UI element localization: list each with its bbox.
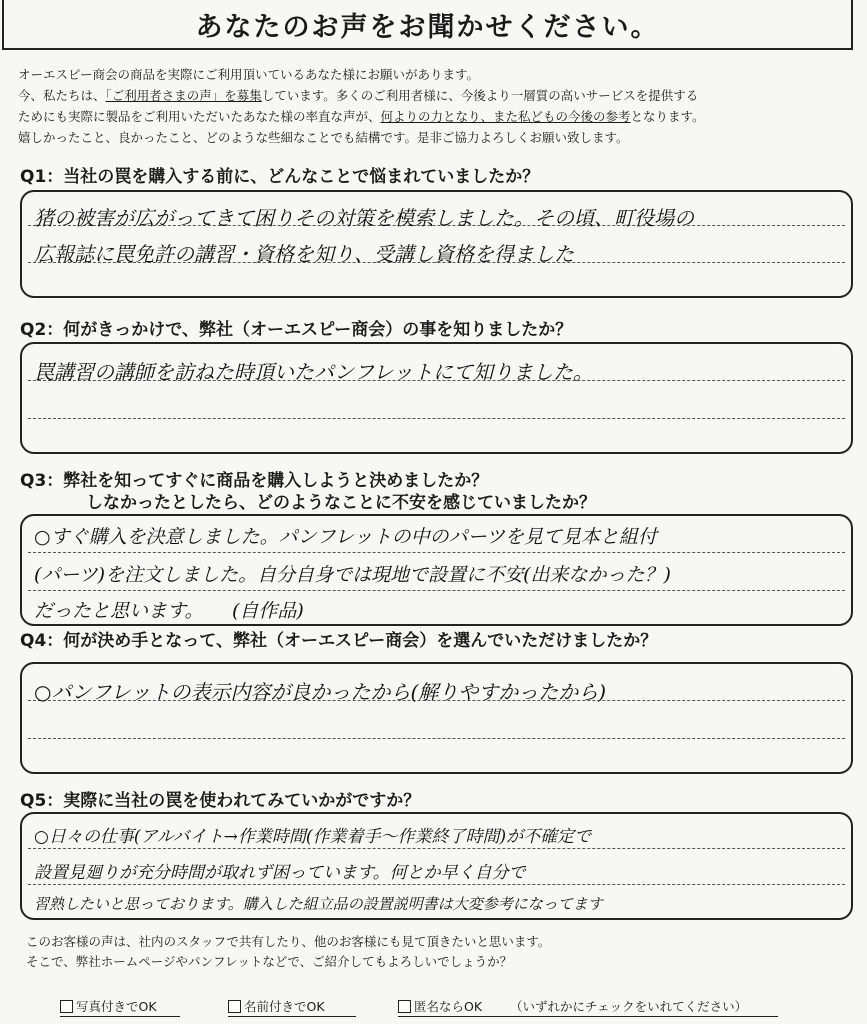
underline xyxy=(398,1016,778,1017)
answer-5-line-1: ○日々の仕事(アルバイト→作業時間(作業着手〜作業終了時間)が不確定で xyxy=(34,827,592,847)
intro-line-3a: ためにも実際に製品をご利用いただいたあなた様の率直な声が、 xyxy=(18,109,381,124)
question-3-label: Q3：弊社を知ってすぐに商品を購入しようと決めましたか？ xyxy=(20,471,489,491)
answer-3-line-2: (パーツ)を注文しました。自分自身では現地で設置に不安(出来なかった？) xyxy=(34,564,671,586)
intro-line-2c: しています。多くのご利用者様に、今後より一層質の高いサービスを提供する xyxy=(261,88,699,103)
answer-5-line-2: 設置見廻りが充分時間が取れず困っています。何とか早く自分で xyxy=(34,863,526,883)
answer-box-1[interactable] xyxy=(20,190,853,298)
underline xyxy=(60,1016,180,1017)
answer-5-line-3: 習熟したいと思っております。購入した組立品の設置説明書は大変参考になってます xyxy=(34,895,603,913)
question-1: Q1：当社の罠を購入する前に、どんなことで悩まれていましたか？ xyxy=(20,167,540,187)
checkbox-anonymous[interactable] xyxy=(398,1000,411,1013)
answer-4-line-1: ○パンフレットの表示内容が良かったから(解りやすかったから) xyxy=(34,680,607,704)
footer-text xyxy=(26,932,550,972)
intro-line-1: オーエスピー商会の商品を実際にご利用頂いているあなた様にお願いがあります。 xyxy=(18,67,480,82)
consent-option-anonymous-label: 匿名ならOK xyxy=(414,999,483,1014)
question-3-sublabel: しなかったとしたら、どのようなことに不安を感じていましたか？ xyxy=(86,493,596,513)
answer-1-line-2: 広報誌に罠免許の講習・資格を知り、受講し資格を得ました xyxy=(34,242,574,266)
consent-option-photo[interactable] xyxy=(60,997,157,1015)
checkbox-name[interactable] xyxy=(228,1000,241,1013)
consent-option-photo-label: 写真付きでOK xyxy=(76,999,157,1014)
answer-box-3[interactable] xyxy=(20,514,853,626)
footer-line-1: このお客様の声は、社内のスタッフで共有したり、他のお客様にも見て頂きたいと思います。 xyxy=(26,934,551,949)
answer-line xyxy=(28,418,845,419)
answer-3-line-1: ○すぐ購入を決意しました。パンフレットの中のパーツを見て見本と組付 xyxy=(34,526,657,548)
answer-box-2[interactable] xyxy=(20,342,853,454)
intro-highlight-reference: 何よりの力となり、また私どもの今後の参考 xyxy=(380,109,631,124)
answer-line xyxy=(28,884,845,885)
question-2: Q2：何がきっかけで、弊社（オーエスピー商会）の事を知りましたか？ xyxy=(20,320,573,340)
intro-line-2a: 今、私たちは、 xyxy=(18,88,106,103)
consent-option-name-label: 名前付きでOK xyxy=(244,999,325,1014)
intro-line-3 xyxy=(18,106,848,127)
intro-line-2 xyxy=(18,85,848,106)
answer-line xyxy=(28,552,845,553)
checkbox-photo[interactable] xyxy=(60,1000,73,1013)
answer-line xyxy=(28,738,845,739)
underline xyxy=(228,1016,356,1017)
consent-note: （いずれかにチェックをいれてください） xyxy=(510,999,748,1014)
consent-options xyxy=(0,997,867,1021)
intro-line-4: 嬉しかったこと、良かったこと、どのような些細なことでも結構です。是非ご協力よろしくお願い致します。 xyxy=(18,130,629,145)
intro-highlight-voice: 「ご利用者さまの声」を募集 xyxy=(105,88,262,103)
answer-line xyxy=(28,590,845,591)
answer-box-4[interactable] xyxy=(20,662,853,774)
page-title: あなたのお声をお聞かせください。 xyxy=(2,0,853,50)
question-4: Q4：何が決め手となって、弊社（オーエスピー商会）を選んでいただけましたか？ xyxy=(20,631,658,651)
answer-box-5[interactable] xyxy=(20,812,853,920)
consent-option-name[interactable] xyxy=(228,997,325,1015)
question-3 xyxy=(20,470,596,514)
answer-2-line-1: 罠講習の講師を訪ねた時頂いたパンフレットにて知りました。 xyxy=(34,360,593,384)
answer-1-line-1: 猪の被害が広がってきて困りその対策を模索しました。その頃、町役場の xyxy=(34,206,694,230)
intro-line-3c: となります。 xyxy=(630,109,705,124)
answer-line xyxy=(28,848,845,849)
question-5: Q5：実際に当社の罠を使われてみていかがですか？ xyxy=(20,791,421,811)
intro-text xyxy=(18,64,848,148)
consent-option-anonymous[interactable] xyxy=(398,997,482,1015)
footer-line-2: そこで、弊社ホームページやパンフレットなどで、ご紹介してもよろしいでしょうか？ xyxy=(26,954,513,969)
answer-3-line-3: だったと思います。 (自作品) xyxy=(34,600,304,622)
